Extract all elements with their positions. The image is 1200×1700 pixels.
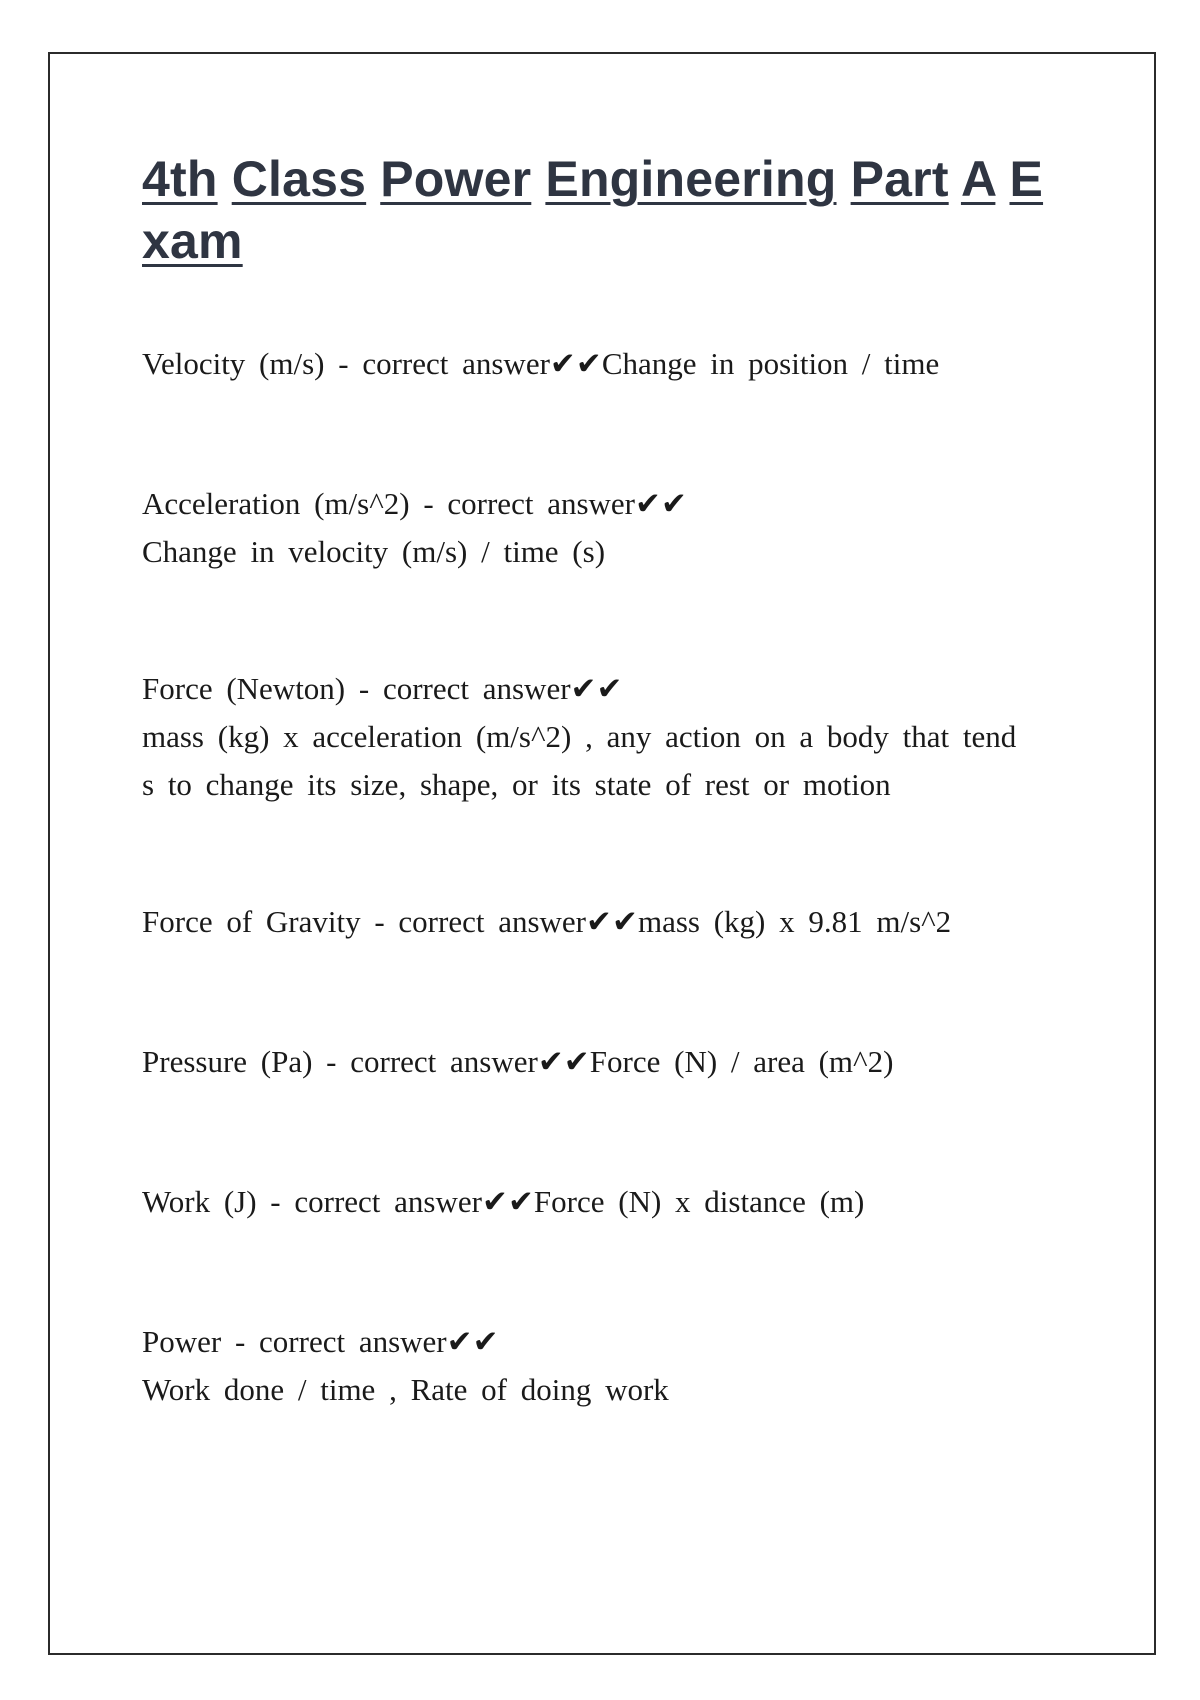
- qa-entry-work: [142, 1178, 1072, 1226]
- title-word: xam: [142, 213, 243, 269]
- entry-line: s to change its size, shape, or its state of rest or motion: [142, 767, 891, 802]
- title-heading: [142, 148, 1072, 272]
- entry-line: Acceleration (m/s^2) - correct answer✔✔: [142, 486, 687, 521]
- entry-line: Power - correct answer✔✔: [142, 1324, 499, 1359]
- entry-line: Force (Newton) - correct answer✔✔: [142, 671, 623, 706]
- title-word: Class: [231, 151, 367, 207]
- title-word: E: [1009, 151, 1044, 207]
- qa-entry-force: [142, 665, 1072, 809]
- entry-line: mass (kg) x acceleration (m/s^2) , any action on a body that tend: [142, 719, 1017, 754]
- qa-entry-acceleration: [142, 480, 1072, 576]
- qa-entry-power: [142, 1318, 1072, 1414]
- title-word: A: [960, 151, 996, 207]
- document-title: [142, 148, 1072, 272]
- qa-entry-pressure: [142, 1038, 1072, 1086]
- entry-line: Pressure (Pa) - correct answer✔✔Force (N) / area (m^2): [142, 1044, 894, 1079]
- entry-line: Work done / time , Rate of doing work: [142, 1372, 669, 1407]
- qa-entry-force-of-gravity: [142, 898, 1072, 946]
- entry-line: Force of Gravity - correct answer✔✔mass (kg) x 9.81 m/s^2: [142, 904, 952, 939]
- qa-entry-velocity: [142, 340, 1072, 388]
- title-word: 4th: [142, 151, 218, 207]
- entry-line: Velocity (m/s) - correct answer✔✔Change in position / time: [142, 346, 940, 381]
- page-frame: [48, 52, 1156, 1655]
- entry-line: Change in velocity (m/s) / time (s): [142, 534, 606, 569]
- title-word: Part: [850, 151, 949, 207]
- entry-line: Work (J) - correct answer✔✔Force (N) x distance (m): [142, 1184, 865, 1219]
- title-word: Power: [380, 151, 532, 207]
- title-word: Engineering: [545, 151, 837, 207]
